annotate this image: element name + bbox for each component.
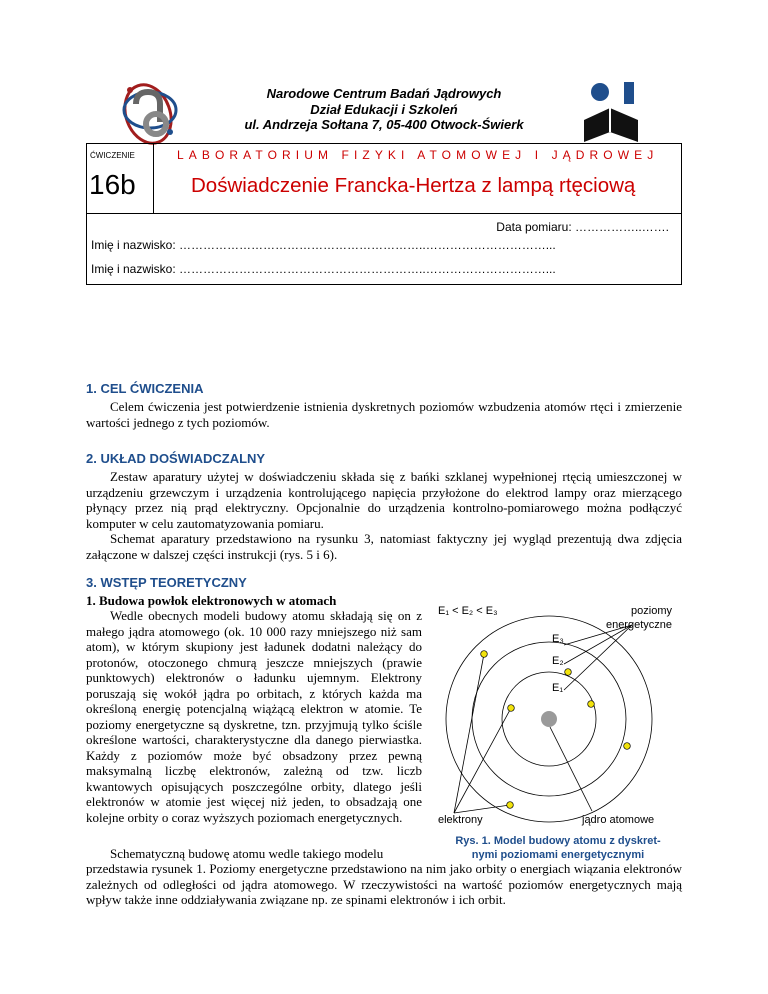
section-2-heading: 2. UKŁAD DOŚWIADCZALNY <box>86 451 266 466</box>
section-1-heading: 1. CEL ĆWICZENIA <box>86 381 204 396</box>
department-name: Dział Edukacji i Szkoleń <box>310 101 458 117</box>
electron-icon <box>624 743 631 750</box>
student-name-field-1[interactable]: Imię i nazwisko: ……………………………………………………..…………………………... <box>91 238 556 252</box>
caption-line-2: nymi poziomami energetycznymi <box>471 849 645 861</box>
electron-icon <box>507 802 514 809</box>
section-2-paragraph-2: Schemat aparatury przedstawiono na rysunku 3, natomiast faktyczny jej wygląd prezentują dwa zdjęcia załączone w dalszej części instrukcji (rys. 5 i 6). <box>86 531 682 562</box>
level-e2-label: E₂ <box>552 655 564 667</box>
levels-label-2: energetyczne <box>605 619 672 631</box>
section-1-text: Celem ćwiczenia jest potwierdzenie istnienia dyskretnych poziomów wzbudzenia atomów rtęci i zmierzenie wartości jednego z tych poziomów. <box>86 399 682 430</box>
address: ul. Andrzeja Sołtana 7, 05-400 Otwock-Świerk <box>244 117 524 132</box>
section-3-heading: 3. WSTĘP TEORETYCZNY <box>86 575 247 590</box>
level-e3-label: E₃ <box>552 633 564 645</box>
levels-label-1: poziomy <box>631 605 672 617</box>
section-3-paragraph-2b: przedstawia rysunek 1. Poziomy energetyczne przedstawiono na nim jako orbity o energiach wiązania elektronów zależnych od odległości od jądra atomowego. W rzeczywistości na wartość poziomów energetycznych mają wpływ także inne oddziaływania związane np. ze spinami elektronów i ich orbit. <box>86 861 682 907</box>
exercise-number: 16b <box>89 169 136 200</box>
electrons-label: elektrony <box>438 814 483 826</box>
lab-name: LABORATORIUM FIZYKI ATOMOWEJ I JĄDROWEJ <box>177 148 659 162</box>
section-3-paragraph-2a: Schematyczną budowę atomu wedle takiego modelu <box>110 846 384 861</box>
student-name-field-2[interactable]: Imię i nazwisko: ……………………………………………………..…………………………... <box>91 262 556 276</box>
exercise-title-row <box>87 144 681 214</box>
exercise-header-box <box>86 143 682 285</box>
section-3-subheading: 1. Budowa powłok elektronowych w atomach <box>86 593 337 608</box>
education-logo-icon <box>580 80 642 144</box>
electron-icon <box>508 705 515 712</box>
figure-caption <box>432 834 684 862</box>
energy-relation-label: E₁ < E₂ < E₃ <box>438 605 498 617</box>
exercise-title: Doświadczenie Francka-Hertza z lampą rtęciową <box>191 174 636 197</box>
nucleus-label: jądro atomowe <box>582 814 655 826</box>
institution-header <box>0 86 768 133</box>
electron-icon <box>481 651 488 658</box>
divider <box>153 144 154 213</box>
level-e1-label: E₁ <box>552 682 564 694</box>
nucleus-icon <box>541 711 557 727</box>
exercise-label: ĆWICZENIE <box>90 151 135 160</box>
section-3-paragraph-1: Wedle obecnych modeli budowy atomu składają się on z małego jądra atomowego (ok. 10 000 razy mniejszego niż sam atom), w którym skupiony jest ładunek dodatni należący do protonów, otoczonego chmurą jeszcze mniejszych (prawie punktowych) elektronów o ładunku ujemnym. Elektrony poruszają się wokół jądra po orbitach, z których każda ma określoną energię potencjalną wiążącą elektron w atomie. Te poziomy energetyczne są dyskretne, tzn. przyjmują tylko ściśle określone wartości, charakterystyczne dla danego pierwiastka. Każdy z poziomów może być obsadzony przez pewną maksymalną liczbę elektronów, zależną od tzw. liczb kwantowych opisujących poszczególne orbity, dlatego jeśli elektronów w atomie jest więcej niż jeden, to obsadzają one kolejne orbity o coraz wyższych poziomach energetycznych. <box>86 608 422 825</box>
caption-line-1: Rys. 1. Model budowy atomu z dyskret- <box>455 835 661 847</box>
electron-icon <box>565 669 572 676</box>
measurement-date-field[interactable]: Data pomiaru: ……………..……. <box>496 220 669 234</box>
section-2-paragraph-1: Zestaw aparatury użytej w doświadczeniu składa się z bańki szklanej wypełnionej rtęcią umieszczonej w urządzeniu grzewczym i urządzenia kontrolującego napięcia przyłożone do elektrod lampy oraz mierzącego płynący przez nią prąd elektryczny. Opcjonalnie do urządzenia kontrolno-pomiarowego można podłączyć komputer w celu zautomatyzowania pomiaru. <box>86 469 682 531</box>
electron-icon <box>588 701 595 708</box>
institution-name: Narodowe Centrum Badań Jądrowych <box>266 86 502 101</box>
